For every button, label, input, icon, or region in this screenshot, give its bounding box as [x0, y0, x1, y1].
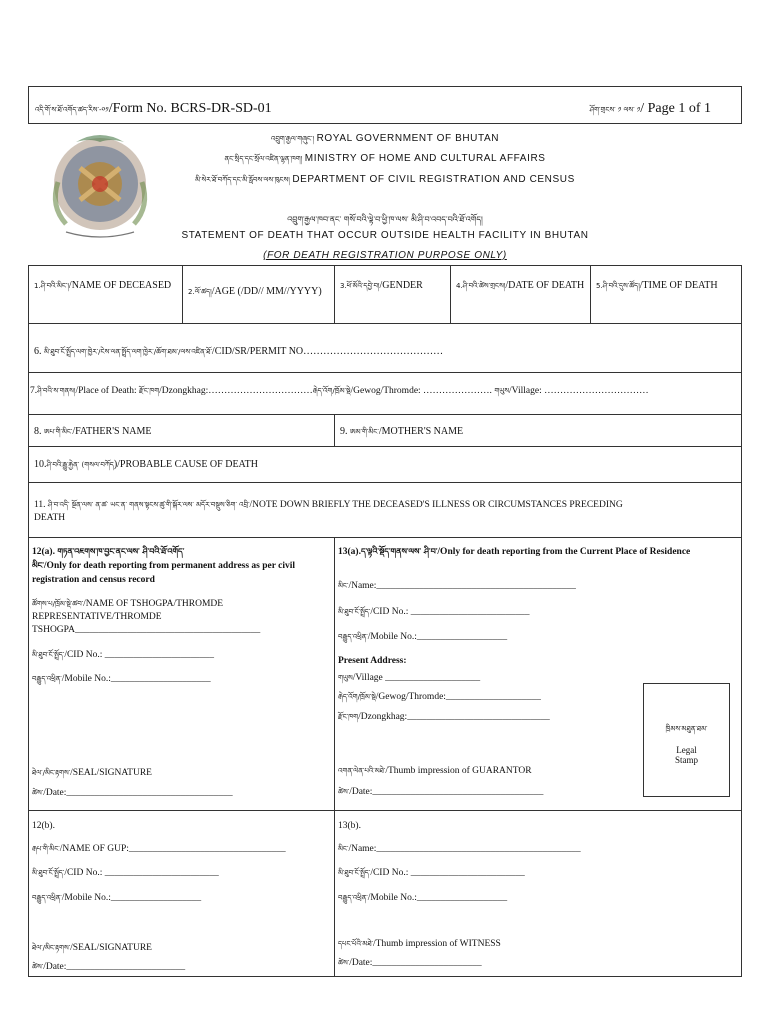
- present-address-label: Present Address:: [338, 656, 407, 666]
- form-header: [28, 86, 742, 124]
- field-13a-name[interactable]: མིང་/Name:__________________________________________: [338, 581, 576, 591]
- field-13a-mobile[interactable]: བརྒྱུད་འཕྲིན་/Mobile No.:___________________: [338, 632, 508, 642]
- legal-stamp-dz: ཁྲིམས་མཐུན་ཐམ་: [665, 725, 708, 733]
- field-12a-mobile[interactable]: བརྒྱུད་འཕྲིན་/Mobile No.:_____________________: [32, 674, 211, 684]
- title-statement: STATEMENT OF DEATH THAT OCCUR OUTSIDE HEALTH FACILITY IN BHUTAN: [181, 230, 589, 241]
- title-ministry: ནང་སྲིད་དང་སྲོལ་འཛིན་ལྷན་ཁག། MINISTRY OF HOME AND CULTURAL AFFAIRS: [224, 153, 546, 164]
- field-mothers-name[interactable]: 9. ཨམ་གི་མིང་/MOTHER'S NAME: [340, 426, 464, 437]
- legal-stamp-box: [643, 683, 730, 797]
- title-purpose: (FOR DEATH REGISTRATION PURPOSE ONLY): [263, 250, 507, 261]
- field-13b-mobile[interactable]: བརྒྱུད་འཕྲིན་/Mobile No.:___________________: [338, 893, 508, 903]
- form-number-en: /Form No. BCRS-DR-SD-01: [108, 101, 272, 116]
- title-department: མི་སེར་ཐོ་བཀོད་དང་མི་རློབས་ལས་ཁུངས། DEPARTMENT OF CIVIL REGISTRATION AND CENSUS: [195, 174, 575, 185]
- form-number-dz: འདི་གོ་ས་ཐོ་འགོད་ཚད་རིས་-༠༡: [35, 106, 109, 114]
- field-12a-seal[interactable]: ཐེལ་/མིང་རྟགས་/SEAL/SIGNATURE: [32, 768, 152, 778]
- field-13b-name[interactable]: མིང་/Name:___________________________________________: [338, 844, 581, 854]
- section-12a-heading: 12(a). གཏན་འཇགས་ཁ་བྱང་ནང་ལས་ ཤི་བའི་ཐོ་འགོད་ མིང་/Only for death reporting from permanent address as per civil registration and census record: [32, 547, 296, 585]
- legal-stamp-label-2: Stamp: [674, 755, 698, 765]
- field-12b-date[interactable]: ཚེས་/Date:_________________________: [32, 962, 186, 972]
- field-name-of-deceased[interactable]: 1.ཤི་བའི་མིང་།/NAME OF DECEASED: [34, 280, 172, 291]
- field-12b-seal[interactable]: ཐེལ་/མིང་རྟགས་/SEAL/SIGNATURE: [32, 943, 152, 953]
- field-fathers-name[interactable]: 8. ཨཔ་གི་མིང་/FATHER'S NAME: [34, 426, 152, 437]
- field-13b-cid[interactable]: མི་ཐུབ་ངོ་སྤྲོད་/CID No.: ________________________: [338, 868, 525, 878]
- field-tshogpa-name[interactable]: ཚོགས་པ/ཁྲོམ་སྡེ་ཚབ་/NAME OF TSHOGPA/THROMDE REPRESENTATIVE/THROMDE TSHOGPA_______________________________________: [32, 599, 261, 635]
- field-13a-cid[interactable]: མི་ཐུབ་ངོ་སྤྲོད་/CID No.: _________________________: [338, 607, 530, 617]
- field-guarantor-thumb[interactable]: འགན་ལེན་པའི་མཐེ་/Thumb impression of GUARANTOR: [338, 766, 532, 776]
- field-13a-village[interactable]: གཡུས/Village ____________________: [338, 673, 481, 683]
- field-gup-name[interactable]: རྒཔ་གི་མིང་/NAME OF GUP:_________________________________: [32, 844, 286, 854]
- legal-stamp-label: Legal: [676, 745, 697, 755]
- field-12a-date[interactable]: ཚེས་/Date:___________________________________: [32, 788, 233, 798]
- field-cid-sr-permit[interactable]: 6. མི་ཐུབ་ངོ་སྤྲོད་ལག་ཁྱེར་/ངེས་ལན་སྤྲོད་ལག་ཁྱེར་/ཆོག་ཐམ་/ལས་འཛིན་ཐོ་/CID/SR/PERMIT NO……………………………………: [34, 346, 444, 357]
- field-date-of-death[interactable]: 4.ཤི་བའི་ཚེས་གྲངས།/DATE OF DEATH: [456, 280, 585, 291]
- field-12b-mobile[interactable]: བརྒྱུད་འཕྲིན་/Mobile No.:___________________: [32, 893, 202, 903]
- field-12b-cid[interactable]: མི་ཐུབ་ངོ་སྤྲོད་/CID No.: ________________________: [32, 868, 219, 878]
- field-13a-date[interactable]: ཚེས་/Date:____________________________________: [338, 787, 544, 797]
- field-probable-cause[interactable]: 10.ཤི་བའི་རྒྱུ་རྐྱེན་ (གསལ་བཀོད)/PROBABLE CAUSE OF DEATH: [34, 459, 258, 470]
- field-place-of-death[interactable]: 7.ཤི་བའི་ས་གནས།/Place of Death: རྫོང་ཁག/Dzongkhag:……………………………རྒེད་འོག/ཁྲོམ་སྡེ/Gewog/Thromde: …………………. གཡུས/Village: ……………………………: [30, 386, 649, 396]
- field-13a-gewog[interactable]: རྒེད་འོག/ཁྲོམ་སྡེ/Gewog/Thromde:____________________: [338, 692, 541, 702]
- page-indicator: [590, 101, 711, 122]
- section-12b-heading: 12(b).: [32, 821, 55, 831]
- field-gender[interactable]: 3.ཕོ་མོའི་དབྱེ་བ།/GENDER: [340, 280, 423, 291]
- title-statement-dz: འབྲུག་རྒྱལ་ཁབ་ནང་ གསོ་བའི་ལྟེ་བ་ཕྱི་ཁ་ལས་ མི་ཤི་བ་འབད་བའི་ཐོ་འགོད།: [287, 215, 483, 224]
- form-number: [35, 101, 272, 122]
- field-witness-thumb[interactable]: དཔང་པོའི་མཐེ་/Thumb impression of WITNESS: [338, 939, 501, 949]
- field-time-of-death[interactable]: 5.ཤི་བའི་དུས་ཚོད།/TIME OF DEATH: [596, 280, 718, 291]
- section-13a-heading: 13(a).ད་ལྟའི་སྡོད་གནས་ལས་ ཤི་བ་/Only for death reporting from the Current Place of Residence: [338, 547, 691, 557]
- section-13b-heading: 13(b).: [338, 821, 361, 831]
- title-rgob: འབྲུག་རྒྱལ་གཞུང་། ROYAL GOVERNMENT OF BHUTAN: [270, 133, 500, 144]
- field-13a-dzongkhag[interactable]: རྫོང་ཁག/Dzongkhag:______________________________: [338, 712, 550, 722]
- field-age[interactable]: 2.ལོ་ཚད།/AGE (/DD// MM//YYYY): [188, 286, 322, 297]
- field-13b-date[interactable]: ཚེས་/Date:_______________________: [338, 958, 482, 968]
- page-indicator-dz: ཤོག་གྲངས་ ༡ ལས་ ༡: [589, 106, 641, 114]
- page-indicator-en: / Page 1 of 1: [640, 101, 711, 116]
- field-illness-notes[interactable]: 11. ཤི་བ་འདི་ སྔོན་ལས་ ན་ཚ་ ཡང་ན་ གནས་སྟངས་ཚུ་གི་སྐོར་ལས་ མདོར་བསྡུས་ཅིག་ འབྲི་/NOTE DOWN BRIEFLY THE DECEASED'S ILLNESS OR CIRCUMSTANCES PRECEDING DEATH: [34, 500, 623, 523]
- field-12a-cid[interactable]: མི་ཐུབ་ངོ་སྤྲོད་/CID No.: _______________________: [32, 650, 214, 660]
